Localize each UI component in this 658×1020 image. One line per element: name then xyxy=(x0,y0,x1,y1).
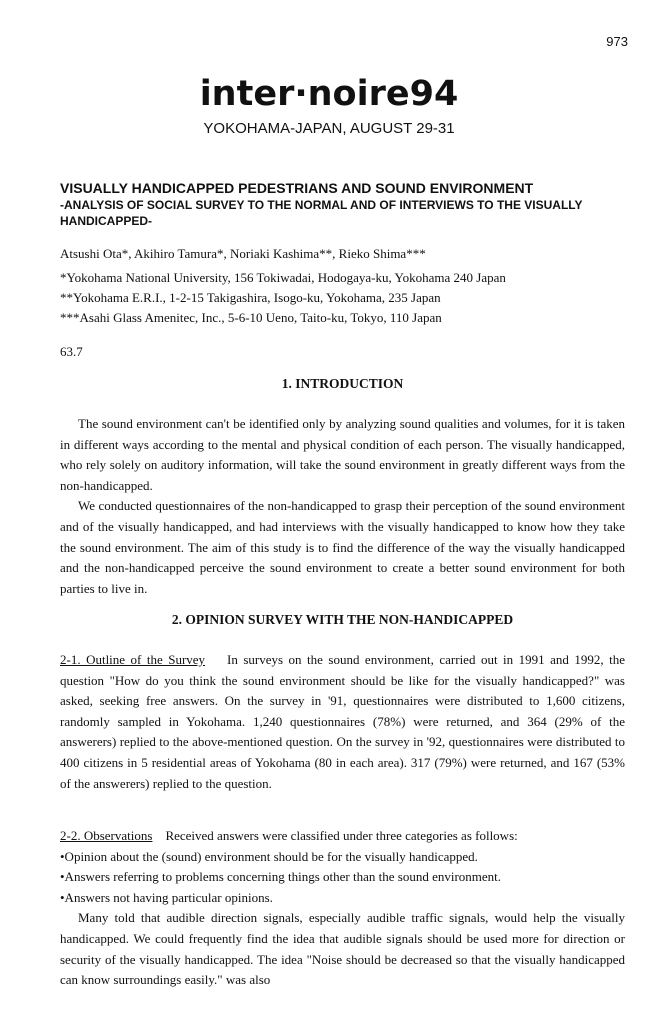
author-list: Atsushi Ota*, Akihiro Tamura*, Noriaki Kashima**, Rieko Shima*** xyxy=(60,246,426,261)
subsection-label: 2-2. Observations xyxy=(60,828,153,843)
paper-title: VISUALLY HANDICAPPED PEDESTRIANS AND SOUND ENVIRONMENT xyxy=(60,180,534,196)
paper-subtitle: -ANALYSIS OF SOCIAL SURVEY TO THE NORMAL AND OF INTERVIEWS TO THE VISUALLY HANDICAPPED- xyxy=(60,198,583,228)
affiliation: *Yokohama National University, 156 Tokiwadai, Hodogaya-ku, Yokohama 240 Japan xyxy=(60,270,506,285)
observations-block xyxy=(60,826,625,991)
affiliation: **Yokohama E.R.I., 1-2-15 Takigashira, Isogo-ku, Yokohama, 235 Japan xyxy=(60,290,441,305)
section-heading-opinion-survey: 2. OPINION SURVEY WITH THE NON-HANDICAPPED xyxy=(171,612,514,627)
introduction-body xyxy=(60,414,625,599)
section-heading-introduction: 1. INTRODUCTION xyxy=(281,376,404,391)
affiliations xyxy=(60,268,630,328)
subsection-label: 2-1. Outline of the Survey xyxy=(60,652,206,667)
list-item: •Answers referring to problems concerning things other than the sound environment. xyxy=(60,869,502,885)
subsection-text: In surveys on the sound environment, carried out in 1991 and 1992, the question "How do you think the sound environment should be like for the visually handicapped?" was asked, seeking free answers. On the survey in '91, questionnaires were distributed to 1,600 citizens, randomly sampled in Yokohama. 1,240 questionnaires (78%) were returned, and 364 (29% of the answerers) replied to the above-mentioned question. On the survey in '92, questionnaires were distributed to 400 citizens in 5 residential areas of Yokohama (80 in each area). 317 (79%) were returned, and 167 (53% of the answerers) replied to the question. xyxy=(60,652,625,791)
conference-location: YOKOHAMA-JAPAN, AUGUST 29-31 xyxy=(203,120,455,137)
paragraph: The sound environment can't be identified only by analyzing sound qualities and volumes, for it is taken in different ways according to the mental and physical condition of each person. The visually handicapped, who rely solely on auditory information, will take the sound environment in greatly different ways from the non-handicapped. xyxy=(60,416,625,493)
subsection-text: Received answers were classified under three categories as follows: xyxy=(165,828,518,843)
conference-logo: inter·noire94 xyxy=(199,74,459,114)
page-number: 973 xyxy=(606,34,628,49)
list-item: •Opinion about the (sound) environment should be for the visually handicapped. xyxy=(60,848,478,864)
survey-outline-paragraph xyxy=(60,650,625,794)
paragraph: Many told that audible direction signals, especially audible traffic signals, would help the visually handicapped. We could frequently find the idea that audible signals should be used more for direction or security of the visually handicapped. The idea "Noise should be decreased so that the visually handicapped can know surroundings easily." was also xyxy=(60,910,625,988)
paper-code: 63.7 xyxy=(60,344,83,359)
list-item: •Answers not having particular opinions. xyxy=(60,889,273,905)
paragraph: We conducted questionnaires of the non-handicapped to grasp their perception of the sound environment and of the visually handicapped, and had interviews with the visually handicapped to know how they take the sound environment. The aim of this study is to find the difference of the way the visually handicapped and the non-handicapped perceive the sound environment to create a better sound environment for both parties to live in. xyxy=(60,498,625,596)
affiliation: ***Asahi Glass Amenitec, Inc., 5-6-10 Ueno, Taito-ku, Tokyo, 110 Japan xyxy=(60,310,442,325)
category-list xyxy=(60,847,625,909)
